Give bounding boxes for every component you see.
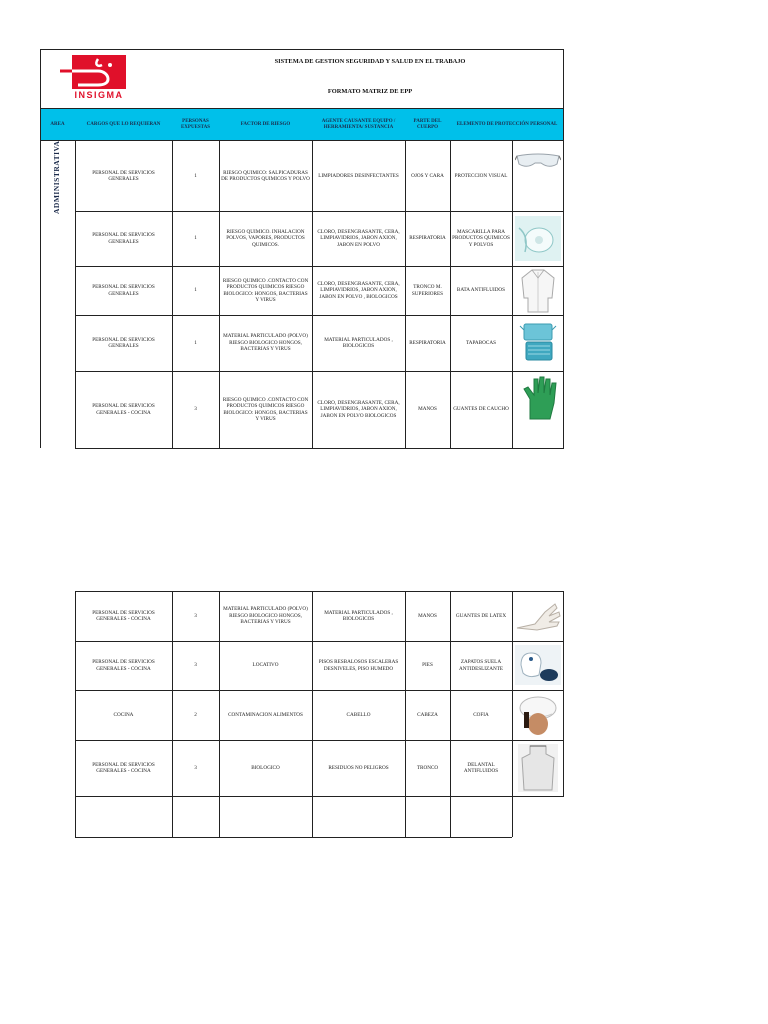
table-cell-agente: MATERIAL PARTICULADOS , BIOLOGICOS [324, 336, 393, 349]
table-cell-parte: RESPIRATORIA [409, 235, 446, 242]
table-cell-factor: RIESGO QUIMICO .CONTACTO CON PRODUCTOS QUIMICOS RIESGO BIOLOGICO: HONGOS, BACTERIAS Y VIRUS [222, 396, 309, 422]
grid-line [563, 591, 564, 797]
col-elemento: ELEMENTO DE PROTECCIÓN PERSONAL [456, 121, 558, 127]
area-label: ADMINISTRATIVA [52, 140, 61, 214]
table-cell-parte: RESPIRATORIA [409, 339, 446, 346]
table-cell-factor: MATERIAL PARTICULADO (POLVO) RIESGO BIOLOGICO HONGOS, BACTERIAS Y VIRUS [223, 333, 308, 353]
table-cell-parte: CABEZA [417, 711, 438, 718]
non-slip-shoes-icon [515, 645, 561, 690]
table-cell-agente: PISOS RESBALOSOS ESCALERAS DESNIVELES, PISO HUMEDO [318, 659, 399, 672]
company-logo [58, 53, 128, 101]
col-factor: FACTOR DE RIESGO [240, 121, 291, 127]
table-cell-agente: RESIDUOS NO PELIGROS [328, 764, 389, 771]
rubber-glove-icon [520, 375, 560, 426]
table-cell-elemento: GUANTES DE CAUCHO [453, 406, 509, 413]
table-cell-elemento [450, 796, 512, 837]
table-cell-cargo: COCINA [113, 711, 134, 718]
grid-line [75, 837, 512, 838]
table-cell-cargo: PERSONAL DE SERVICIOS GENERALES [92, 336, 155, 349]
apron-icon [518, 744, 558, 797]
grid-line [512, 591, 513, 837]
table-cell-elemento: DELANTAL ANTIFLUIDOS [463, 761, 499, 774]
table-cell-factor: RIESGO QUIMICO. INHALACION POLVOS, VAPORES, PRODUCTOS QUIMICOS. [226, 228, 305, 248]
table-cell-parte: PIES [422, 662, 433, 669]
table-cell-agente: CLORO, DESENGRASANTE, CERA, LIMPIAVIDRIOS, JABON AXION, JABON EN POLVO BIOLOGICOS [317, 399, 400, 419]
col-area: AREA [50, 121, 65, 127]
table-cell-elemento: ZAPATOS SUELA ANTIDESLIZANTE [458, 659, 504, 672]
grid-line [40, 141, 41, 448]
table-cell-elemento: BATA ANTIFLUIDOS [456, 287, 506, 294]
table-cell-elemento: MASCARILLA PARA PRODUCTOS QUIMICOS Y POLVOS [452, 228, 510, 248]
table-cell-personas: 1 [194, 235, 197, 242]
table-cell-personas: 1 [194, 287, 197, 294]
system-title: SISTEMA DE GESTION SEGURIDAD Y SALUD EN EL TRABAJO [274, 58, 466, 65]
hair-cap-icon [516, 694, 560, 741]
table-cell-agente: CLORO, DESENGRASANTE, CERA, LIMPIAVIDRIOS, JABON AXION, JABON EN POLVO [317, 228, 400, 248]
table-cell-factor: RIESGO QUIMICO: SALPICADURAS DE PRODUCTOS QUIMICOS Y POLVO [221, 169, 310, 182]
grid-line [563, 141, 564, 448]
table-cell-factor: BIOLOGICO [251, 764, 280, 771]
table-cell-agente: LIMPIADORES DESINFECTANTES [318, 172, 399, 179]
table-cell-cargo: PERSONAL DE SERVICIOS GENERALES - COCINA [92, 403, 155, 416]
table-cell-factor: MATERIAL PARTICULADO (POLVO) RIESGO BIOLOGICO HONGOS, BACTERIAS Y VIRUS [223, 606, 308, 626]
table-cell-factor: LOCATIVO [252, 662, 279, 669]
table-cell-factor [219, 796, 312, 837]
table-cell-parte: TRONCO M. SUPERIORES [411, 284, 444, 297]
table-cell-parte: MANOS [418, 612, 437, 619]
col-cargos: CARGOS QUE LO REQUIERAN [86, 121, 161, 127]
grid-line [75, 448, 564, 449]
table-cell-factor: CONTAMINACION ALIMENTOS [228, 711, 303, 718]
table-cell-agente: CABELLO [346, 711, 371, 718]
table-cell-personas: 1 [194, 339, 197, 346]
logo-wordmark: INSIGMA [74, 90, 124, 100]
table-cell-parte: OJOS Y CARA [411, 172, 444, 179]
table-cell-factor: RIESGO QUIMICO .CONTACTO CON PRODUCTOS QUIMICOS RIESGO BIOLOGICO: HONGOS, BACTERIAS Y VIRUS [222, 277, 309, 303]
col-agente: AGENTE CAUSANTE EQUIPO / HERRAMIENTA/ SUSTANCIA [321, 118, 396, 130]
table-cell-personas [172, 796, 219, 837]
table-cell-cargo: PERSONAL DE SERVICIOS GENERALES - COCINA [92, 609, 155, 622]
col-parte: PARTE DEL CUERPO [413, 118, 442, 130]
table-cell-personas: 3 [194, 406, 197, 413]
table-cell-elemento: GUANTES DE LATEX [455, 612, 507, 619]
table-cell-agente: CLORO, DESENGRASANTE, CERA, LIMPIAVIDRIOS, JABON AXION, JABON EN POLVO , BIOLOGICOS [317, 280, 400, 300]
table-cell-personas: 3 [194, 612, 197, 619]
respirator-mask-icon [515, 216, 561, 266]
table-cell-elemento: PROTECCION VISUAL [454, 172, 508, 179]
table-cell-cargo: PERSONAL DE SERVICIOS GENERALES - COCINA [92, 761, 155, 774]
lab-coat-icon [520, 268, 556, 318]
table-cell-cargo [75, 796, 172, 837]
table-cell-personas: 2 [194, 711, 197, 718]
table-cell-elemento: COFIA [473, 711, 489, 718]
table-cell-cargo: PERSONAL DE SERVICIOS GENERALES - COCINA [92, 659, 155, 672]
table-cell-cargo: PERSONAL DE SERVICIOS GENERALES [92, 284, 155, 297]
table-cell-parte: MANOS [418, 406, 437, 413]
col-personas: PERSONAS EXPUESTAS [180, 118, 211, 130]
safety-glasses-icon [515, 150, 561, 177]
table-cell-parte [405, 796, 450, 837]
table-cell-cargo: PERSONAL DE SERVICIOS GENERALES [92, 232, 155, 245]
table-cell-personas: 3 [194, 764, 197, 771]
table-cell-agente: MATERIAL PARTICULADOS , BIOLOGICOS [324, 609, 393, 622]
latex-glove-icon [515, 598, 561, 639]
table-cell-cargo: PERSONAL DE SERVICIOS GENERALES [92, 169, 155, 182]
table-cell-agente [312, 796, 405, 837]
table-cell-elemento: TAPABOCAS [466, 339, 496, 346]
table-cell-personas: 1 [194, 172, 197, 179]
face-mask-icon [518, 320, 558, 371]
grid-line [512, 141, 513, 448]
table-cell-parte: TRONCO [416, 764, 439, 771]
table-cell-personas: 3 [194, 662, 197, 669]
format-title: FORMATO MATRIZ DE EPP [327, 88, 413, 95]
